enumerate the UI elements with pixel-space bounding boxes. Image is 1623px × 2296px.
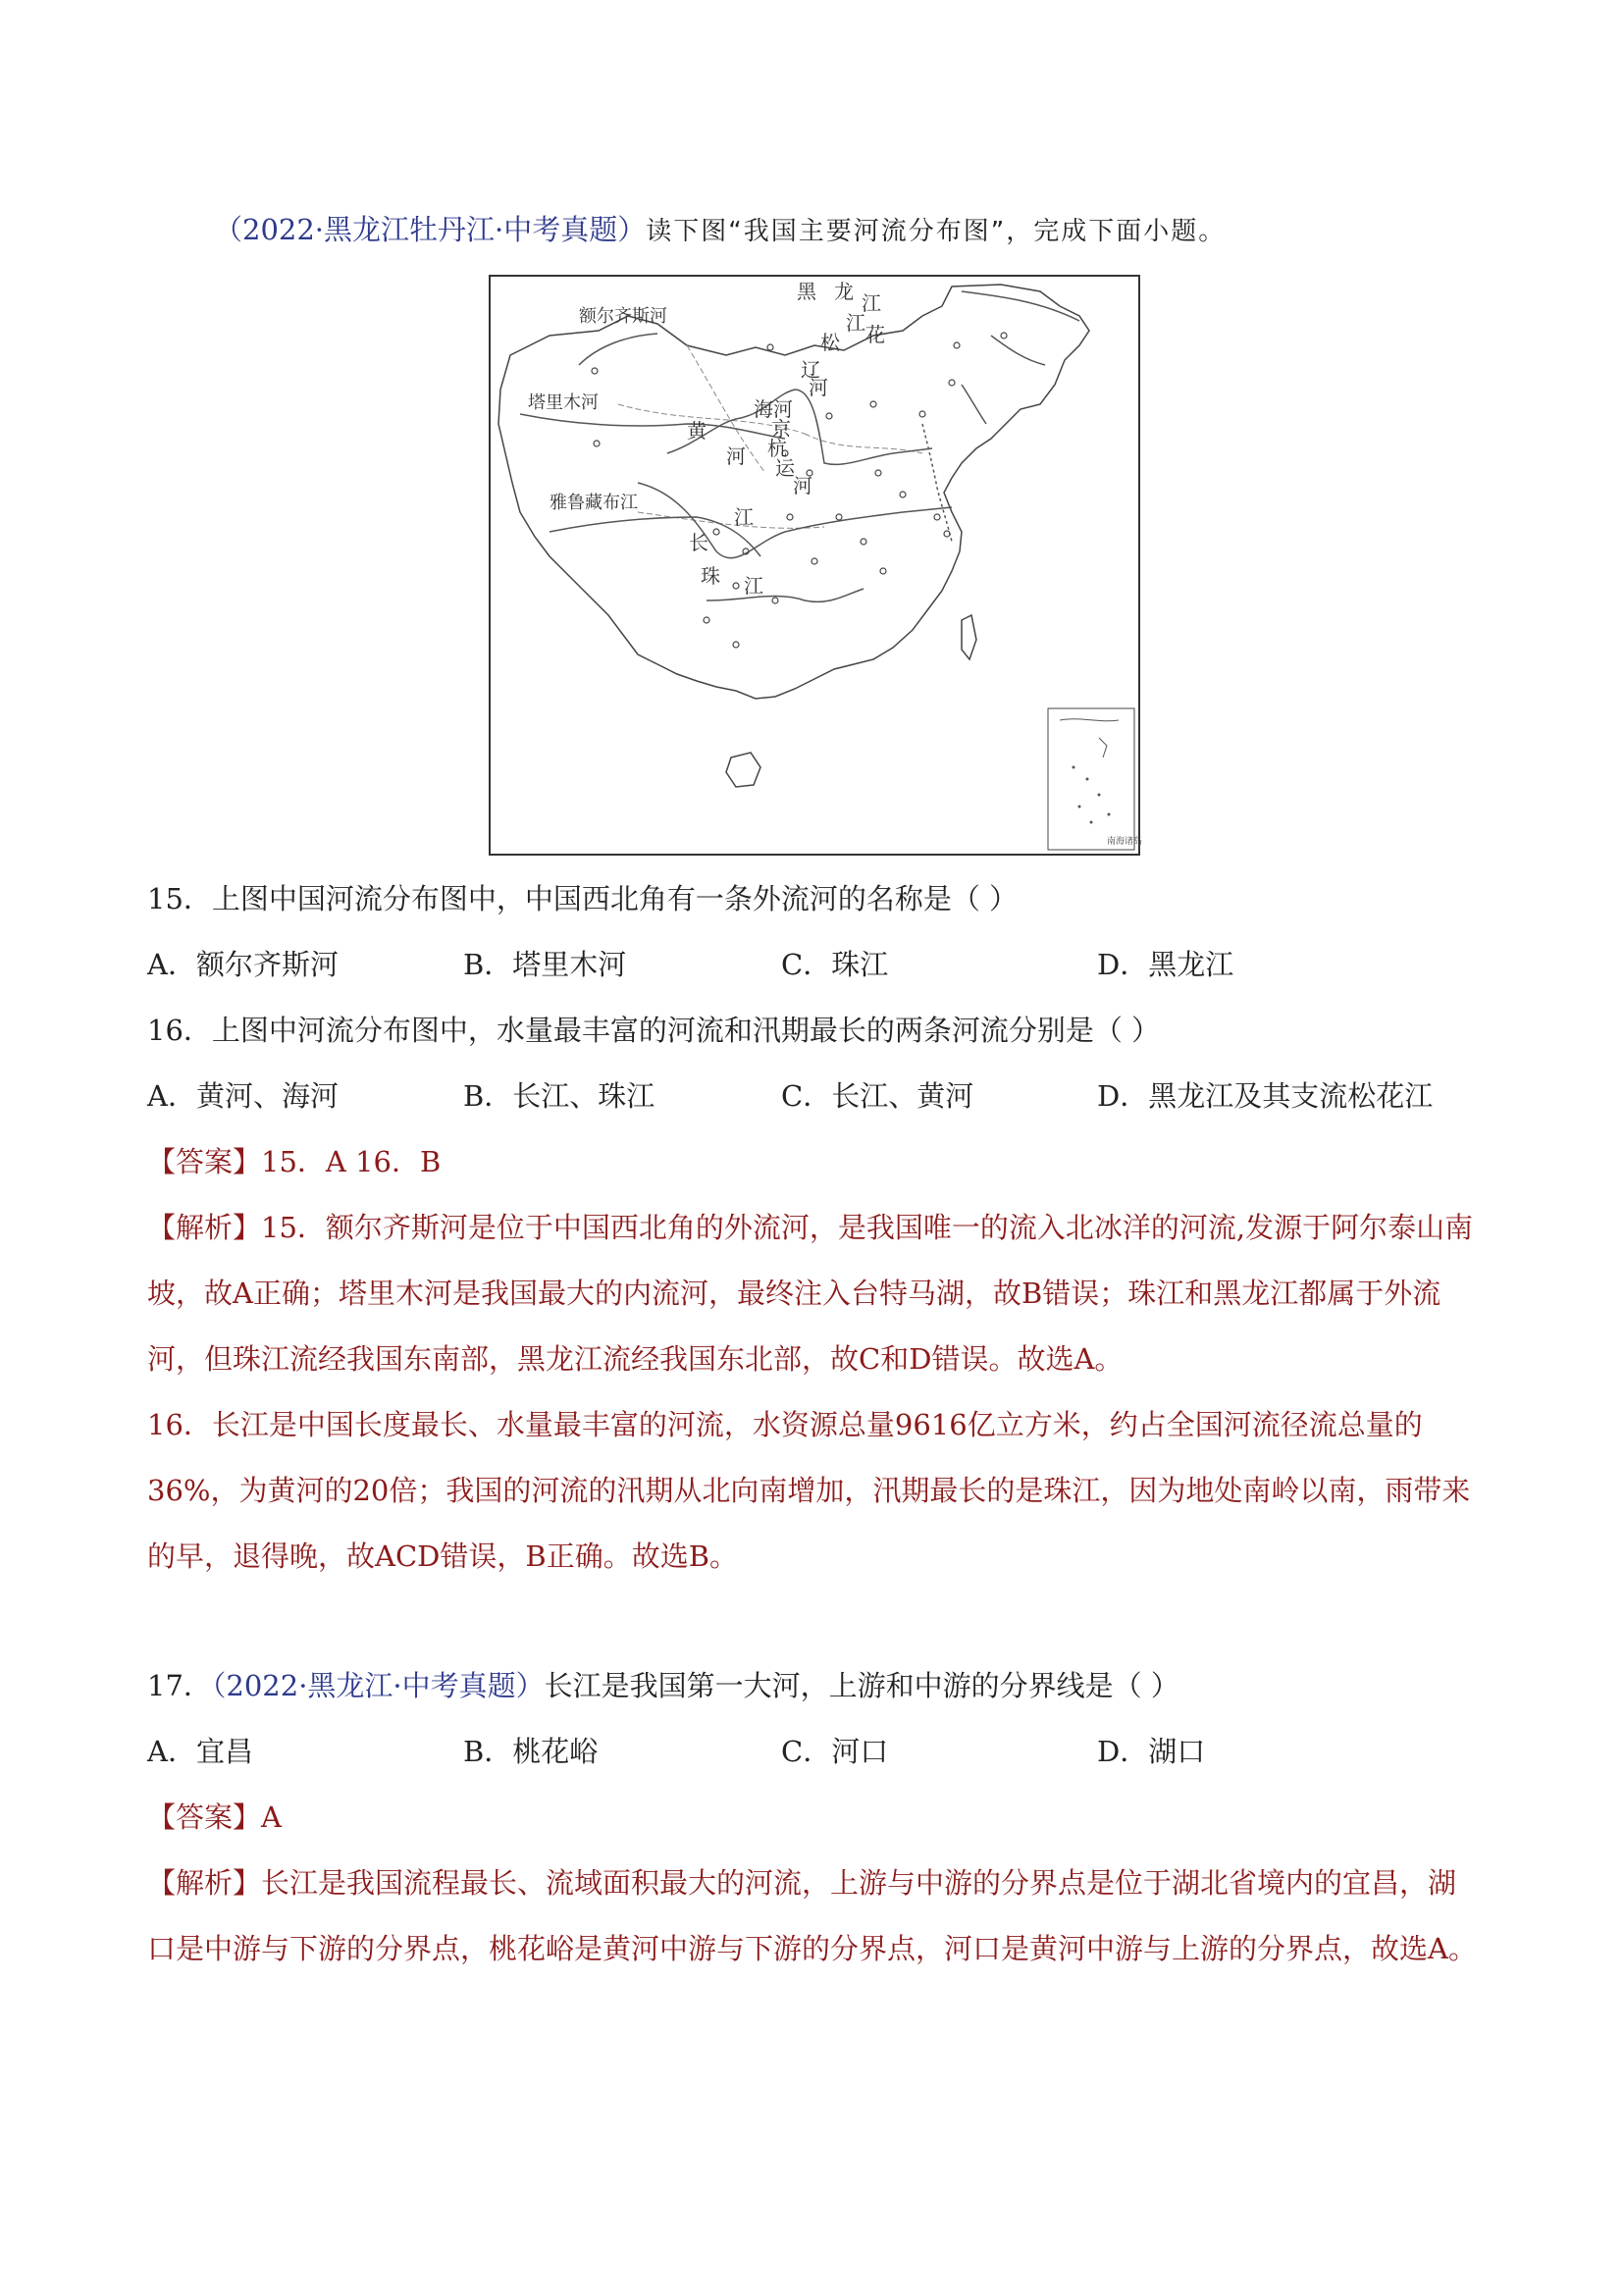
- analysis-text: 长江是我国流程最长、流域面积最大的河流，上游与中游的分界点是位于湖北省境内的宜昌，湖: [261, 1866, 1457, 1900]
- analysis-16-line-3: 的早，退得晚，故ACD错误，B正确。故选B。: [147, 1539, 739, 1573]
- eerqisi-river: [579, 334, 657, 365]
- analysis-tag: 【解析】: [147, 1866, 262, 1900]
- q15-option-d[interactable]: D．黑龙江: [1097, 948, 1234, 981]
- inset-label: 南海诸岛: [1107, 837, 1143, 847]
- analysis-tag: 【解析】: [147, 1211, 262, 1244]
- answer-tag: 【答案】: [147, 1145, 262, 1178]
- label-yaluzangbu: 雅鲁藏布江: [550, 493, 638, 513]
- label-eerqisi: 额尔齐斯河: [579, 306, 667, 327]
- south-china-sea-inset: [1048, 708, 1134, 850]
- label-jiang-cj: 江: [734, 505, 754, 529]
- q16-option-c[interactable]: C．长江、黄河: [781, 1079, 974, 1113]
- answer-17: [147, 1798, 282, 1837]
- label-jiang1: 江: [862, 291, 881, 315]
- inset-coast: [1060, 719, 1119, 757]
- taiwan-island: [962, 615, 976, 659]
- question-17-stem: [147, 1666, 1179, 1705]
- heilongjiang-river: [962, 291, 1079, 321]
- hainan-island: [726, 753, 760, 787]
- q15-option-b[interactable]: B．塔里木河: [463, 948, 627, 981]
- songhuajiang-river: [991, 336, 1045, 365]
- answer-tag: 【答案】: [147, 1800, 262, 1834]
- label-he-liao: 河: [809, 376, 828, 399]
- label-talimu: 塔里木河: [528, 392, 599, 413]
- q15-option-a[interactable]: A．额尔齐斯河: [147, 948, 339, 981]
- q16-option-a[interactable]: A．黄河、海河: [147, 1079, 339, 1113]
- question-17-number: 17．: [147, 1669, 212, 1702]
- answer-text: 15．A 16．B: [261, 1145, 442, 1178]
- label-he-canal: 河: [793, 474, 812, 497]
- question-17-source: （2022·黑龙江·中考真题）: [211, 1669, 545, 1702]
- analysis-17-line-1: [147, 1863, 1456, 1903]
- inset-islands: [1073, 766, 1111, 824]
- label-hua: 花: [865, 323, 885, 346]
- label-jing: 京: [771, 417, 791, 441]
- pearl-river: [707, 589, 864, 601]
- label-yun: 运: [775, 456, 795, 480]
- q17-option-b[interactable]: B．桃花峪: [463, 1735, 599, 1768]
- label-hei: 黑: [797, 280, 816, 303]
- label-song: 松: [820, 331, 840, 354]
- analysis-text: 15．额尔齐斯河是位于中国西北角的外流河，是我国唯一的流入北冰洋的河流,发源于阿尔泰山南: [261, 1211, 1474, 1244]
- q17-option-c[interactable]: C．河口: [781, 1735, 889, 1768]
- analysis-16-line-2: 36%，为黄河的20倍；我国的河流的汛期从北向南增加，汛期最长的是珠江，因为地处南岭以南，雨带来: [147, 1474, 1471, 1507]
- analysis-15-line-3: 河，但珠江流经我国东南部，黑龙江流经我国东北部，故C和D错误。故选A。: [147, 1342, 1124, 1376]
- question-16-stem: 16．上图中河流分布图中，水量最丰富的河流和汛期最长的两条河流分别是（ ）: [147, 1014, 1161, 1047]
- analysis-17-line-2: 口是中游与下游的分界点，桃花峪是黄河中游与下游的分界点，河口是黄河中游与上游的分界点，故选A。: [147, 1932, 1477, 1965]
- label-chang: 长: [689, 531, 708, 554]
- label-jiang-zj: 江: [744, 574, 763, 598]
- answer-text: A: [261, 1800, 282, 1834]
- q17-option-d[interactable]: D．湖口: [1097, 1735, 1206, 1768]
- analysis-15-line-1: [147, 1208, 1473, 1247]
- yellow-river: [667, 390, 932, 464]
- q16-option-b[interactable]: B．长江、珠江: [463, 1079, 655, 1113]
- liaohe-river: [962, 385, 986, 424]
- map-drawing: [491, 277, 1143, 854]
- label-haihe: 海河: [754, 397, 793, 421]
- china-rivers-map: [489, 275, 1143, 856]
- answer-15-16: [147, 1142, 441, 1181]
- question-source: （2022·黑龙江牡丹江·中考真题）: [214, 213, 647, 246]
- yaluzangbu-river: [550, 517, 760, 556]
- q15-option-c[interactable]: C．珠江: [781, 948, 889, 981]
- label-hang: 杭: [767, 437, 787, 460]
- grand-canal: [922, 424, 952, 542]
- label-huang: 黄: [687, 419, 707, 443]
- label-he-huang: 河: [726, 444, 746, 468]
- question-intro: [214, 210, 1226, 251]
- label-liao: 辽: [801, 358, 820, 382]
- question-15-stem: 15．上图中国河流分布图中，中国西北角有一条外流河的名称是（ ）: [147, 882, 1019, 915]
- label-long: 龙: [834, 280, 854, 303]
- analysis-15-line-2: 坡，故A正确；塔里木河是我国最大的内流河，最终注入台特马湖，故B错误；珠江和黑龙江都属于外流: [147, 1277, 1441, 1310]
- analysis-16-line-1: 16．长江是中国长度最长、水量最丰富的河流，水资源总量9616亿立方米，约占全国河流径流总量的: [147, 1408, 1423, 1441]
- talimu-river: [520, 414, 785, 439]
- label-jiang2: 江: [846, 311, 865, 335]
- q16-option-d[interactable]: D．黑龙江及其支流松花江: [1097, 1079, 1434, 1113]
- question-17-text: 长江是我国第一大河，上游和中游的分界线是（ ）: [544, 1669, 1179, 1702]
- question-intro-text: 读下图“我国主要河流分布图”，完成下面小题。: [646, 217, 1227, 246]
- label-zhu: 珠: [701, 564, 720, 588]
- q17-option-a[interactable]: A．宜昌: [147, 1735, 253, 1768]
